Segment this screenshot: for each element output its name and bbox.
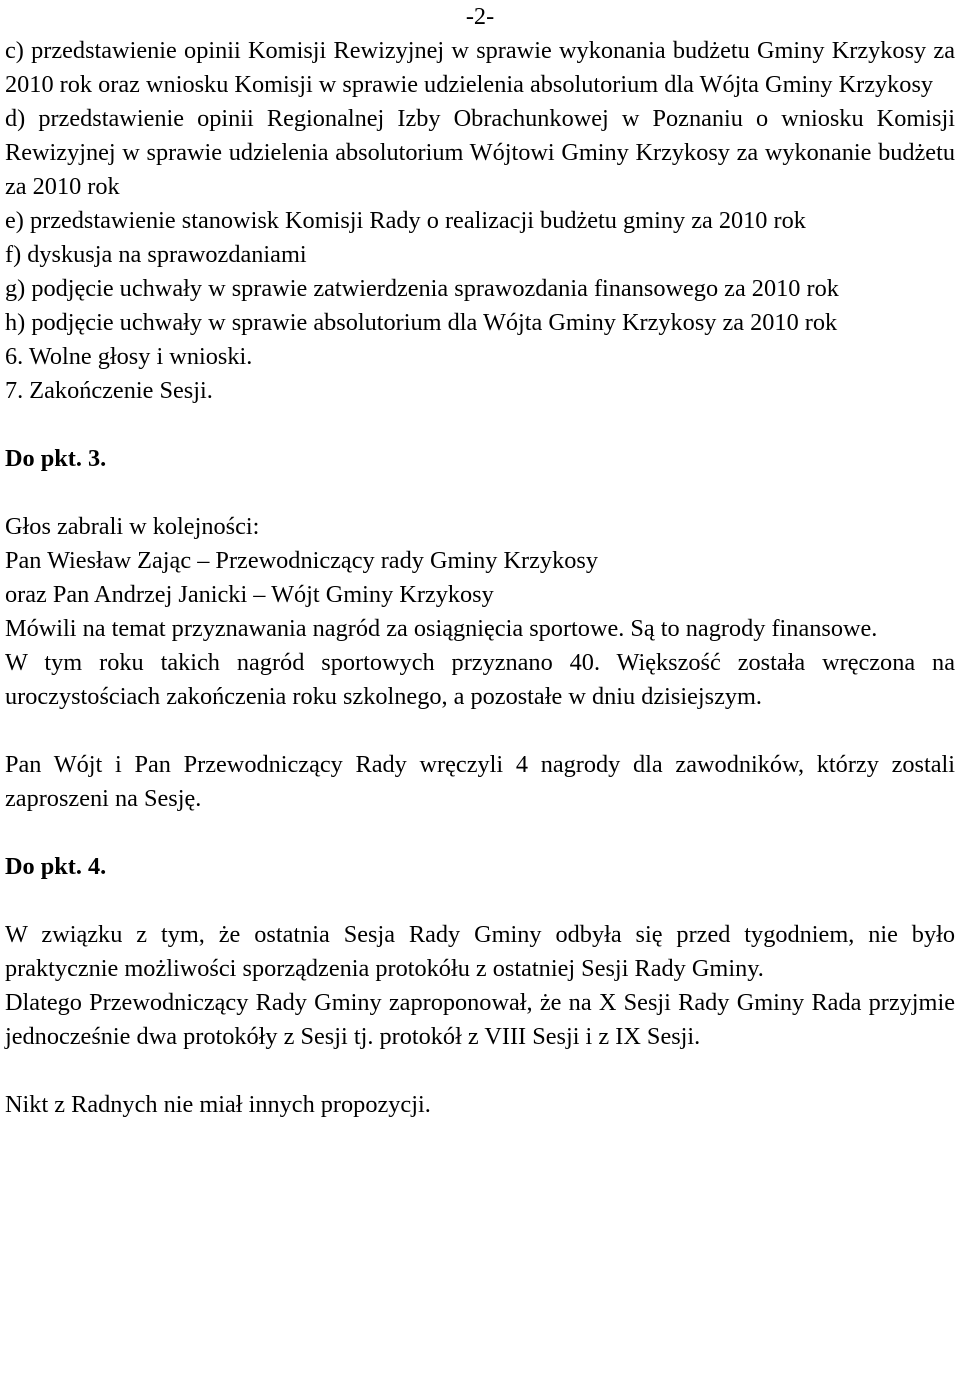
minutes-paragraph-2: Dlatego Przewodniczący Rady Gminy zaproponował, że na X Sesji Rady Gminy Rada przyjmie jednocześnie dwa protokóły z Sesji tj. protokół z VIII Sesji i z IX Sesji. [5,989,955,1050]
agenda-item-f: f) dyskusja na sprawozdaniami [5,241,307,268]
document-page [5,0,955,1122]
awards-closing: Pan Wójt i Pan Przewodniczący Rady wręczyli 4 nagrody dla zawodników, którzy zostali zaproszeni na Sesję. [5,751,955,812]
page-number: -2- [465,3,495,30]
speaker-chairman: Pan Wiesław Zając – Przewodniczący rady Gminy Krzykosy [5,547,598,574]
spacer [5,408,955,442]
agenda-item-h: h) podjęcie uchwały w sprawie absolutorium dla Wójta Gminy Krzykosy za 2010 rok [5,309,838,336]
minutes-closing: Nikt z Radnych nie miał innych propozycji. [5,1091,431,1118]
agenda-item-e: e) przedstawienie stanowisk Komisji Rady o realizacji budżetu gminy za 2010 rok [5,207,806,234]
agenda-item-g: g) podjęcie uchwały w sprawie zatwierdzenia sprawozdania finansowego za 2010 rok [5,275,839,302]
speakers-intro: Głos zabrali w kolejności: [5,513,260,540]
minutes-paragraph-1: W związku z tym, że ostatnia Sesja Rady Gminy odbyła się przed tygodniem, nie było praktycznie możliwości sporządzenia protokółu z ostatniej Sesji Rady Gminy. [5,921,955,982]
awards-count: W tym roku takich nagród sportowych przyznano 40. Większość została wręczona na uroczystościach zakończenia roku szkolnego, a pozostałe w dniu dzisiejszym. [5,649,955,710]
agenda-item-c: c) przedstawienie opinii Komisji Rewizyjnej w sprawie wykonania budżetu Gminy Krzykosy za 2010 rok oraz wniosku Komisji w sprawie udzielenia absolutorium dla Wójta Gminy Krzykosy [5,37,955,98]
agenda-list [5,34,955,408]
speaker-mayor: oraz Pan Andrzej Janicki – Wójt Gminy Krzykosy [5,581,494,608]
section-heading-4: Do pkt. 4. [5,853,107,880]
spacer [5,884,955,918]
spacer [5,714,955,748]
awards-topic: Mówili na temat przyznawania nagród za osiągnięcia sportowe. Są to nagrody finansowe. [5,615,878,642]
agenda-item-7: 7. Zakończenie Sesji. [5,377,213,404]
agenda-item-d: d) przedstawienie opinii Regionalnej Izby Obrachunkowej w Poznaniu o wniosku Komisji Rewizyjnej w sprawie udzielenia absolutorium Wójtowi Gminy Krzykosy za wykonanie budżetu za 2010 rok [5,105,955,200]
spacer [5,816,955,850]
spacer [5,476,955,510]
section-heading-3: Do pkt. 3. [5,445,107,472]
agenda-item-6: 6. Wolne głosy i wnioski. [5,343,253,370]
spacer [5,1054,955,1088]
